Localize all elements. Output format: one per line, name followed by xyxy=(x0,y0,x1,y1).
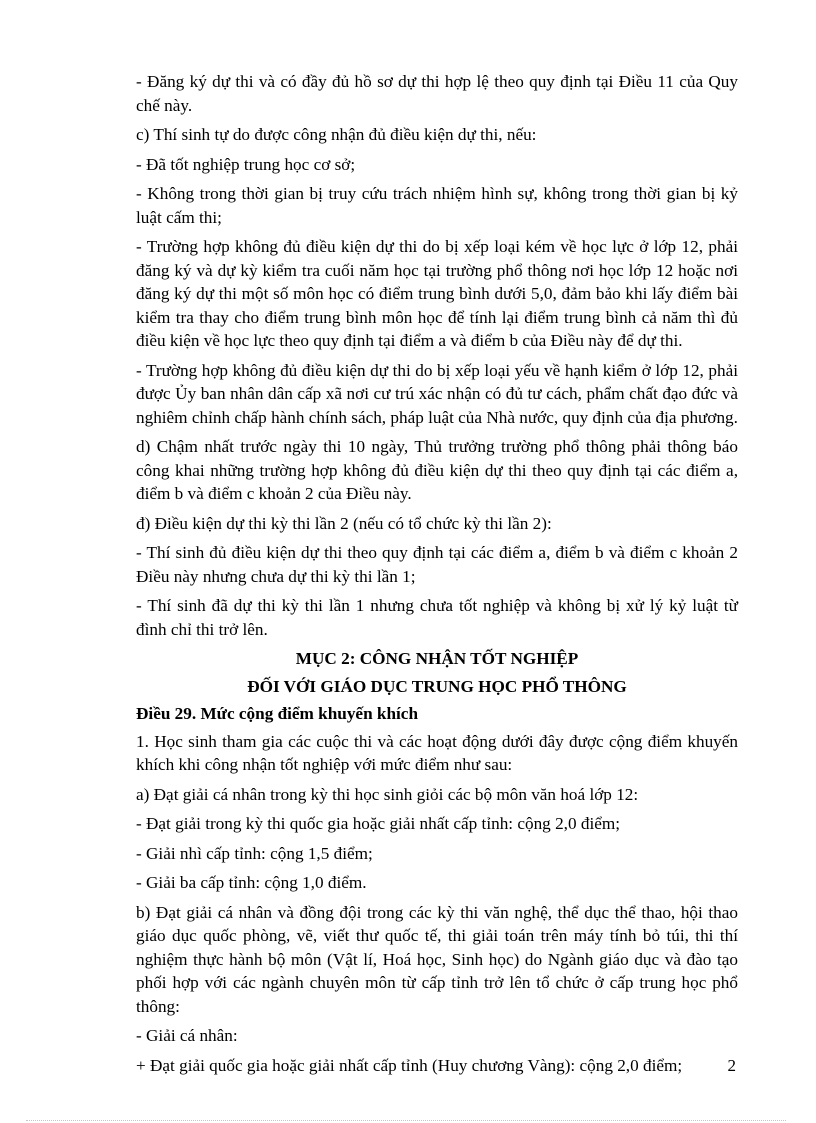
paragraph: - Thí sinh đủ điều kiện dự thi theo quy định tại các điểm a, điểm b và điểm c khoản 2 Điều này nhưng chưa dự thi kỳ thi lần 1; xyxy=(136,543,738,586)
paragraph: đ) Điều kiện dự thi kỳ thi lần 2 (nếu có tổ chức kỳ thi lần 2): xyxy=(136,513,552,533)
page-bottom-divider xyxy=(26,1120,786,1121)
article-title: Điều 29. Mức cộng điểm khuyến khích xyxy=(136,704,418,723)
paragraph: - Đã tốt nghiệp trung học cơ sở; xyxy=(136,154,356,174)
paragraph: 1. Học sinh tham gia các cuộc thi và các hoạt động dưới đây được cộng điểm khuyến khích khi công nhận tốt nghiệp với mức điểm như sau: xyxy=(136,731,738,774)
paragraph: - Giải nhì cấp tỉnh: cộng 1,5 điểm; xyxy=(136,843,373,863)
paragraph: - Giải ba cấp tỉnh: cộng 1,0 điểm. xyxy=(136,873,367,892)
paragraph: - Trường hợp không đủ điều kiện dự thi do bị xếp loại yếu về hạnh kiểm ở lớp 12, phải được Ủy ban nhân dân cấp xã nơi cư trú xác nhận có đủ tư cách, phẩm chất đạo đức và nghiêm chỉnh chấp hành chính sách, pháp luật của Nhà nước, quy định của địa phương. xyxy=(136,360,738,427)
paragraph: - Thí sinh đã dự thi kỳ thi lần 1 nhưng chưa tốt nghiệp và không bị xử lý kỷ luật từ đình chỉ thi trở lên. xyxy=(136,596,738,639)
paragraph: - Trường hợp không đủ điều kiện dự thi do bị xếp loại kém về học lực ở lớp 12, phải đăng ký và dự kỳ kiểm tra cuối năm học tại trường phổ thông nơi học lớp 12 hoặc nơi đăng ký dự thi một số môn học có điểm trung bình dưới 5,0, đảm bảo khi lấy điểm bài kiểm tra thay cho điểm trung bình môn học để tính lại điểm trung bình cả năm thì đủ điều kiện về học lực theo quy định tại điểm a và điểm b của Điều này để dự thi. xyxy=(136,237,738,350)
paragraph: b) Đạt giải cá nhân và đồng đội trong các kỳ thi văn nghệ, thể dục thể thao, hội thao giáo dục quốc phòng, vẽ, viết thư quốc tế, thi giải toán trên máy tính bỏ túi, thi thí nghiệm thực hành bộ môn (Vật lí, Hoá học, Sinh học) do Ngành giáo dục và đào tạo phối hợp với các ngành chuyên môn từ cấp tỉnh trở lên tổ chức ở cấp trung học phổ thông: xyxy=(136,902,738,1016)
paragraph: - Đăng ký dự thi và có đầy đủ hồ sơ dự thi hợp lệ theo quy định tại Điều 11 của Quy chế này. xyxy=(136,72,738,115)
section-subheading: ĐỐI VỚI GIÁO DỤC TRUNG HỌC PHỔ THÔNG xyxy=(247,676,627,696)
paragraph: c) Thí sinh tự do được công nhận đủ điều kiện dự thi, nếu: xyxy=(136,125,537,144)
paragraph: + Đạt giải quốc gia hoặc giải nhất cấp tỉnh (Huy chương Vàng): cộng 2,0 điểm; xyxy=(136,1055,683,1075)
paragraph: d) Chậm nhất trước ngày thi 10 ngày, Thủ trưởng trường phổ thông phải thông báo công khai những trường hợp không đủ điều kiện dự thi theo quy định tại các điểm a, điểm b và điểm c khoản 2 của Điều này. xyxy=(136,437,738,503)
paragraph: - Đạt giải trong kỳ thi quốc gia hoặc giải nhất cấp tỉnh: cộng 2,0 điểm; xyxy=(136,814,620,833)
section-heading: MỤC 2: CÔNG NHẬN TỐT NGHIỆP xyxy=(295,649,579,668)
paragraph: a) Đạt giải cá nhân trong kỳ thi học sinh giỏi các bộ môn văn hoá lớp 12: xyxy=(136,784,639,804)
page-content xyxy=(136,70,738,1083)
paragraph: - Không trong thời gian bị truy cứu trách nhiệm hình sự, không trong thời gian bị kỷ luật cấm thi; xyxy=(136,184,738,227)
paragraph: - Giải cá nhân: xyxy=(136,1026,238,1045)
page-number: 2 xyxy=(727,1056,736,1075)
